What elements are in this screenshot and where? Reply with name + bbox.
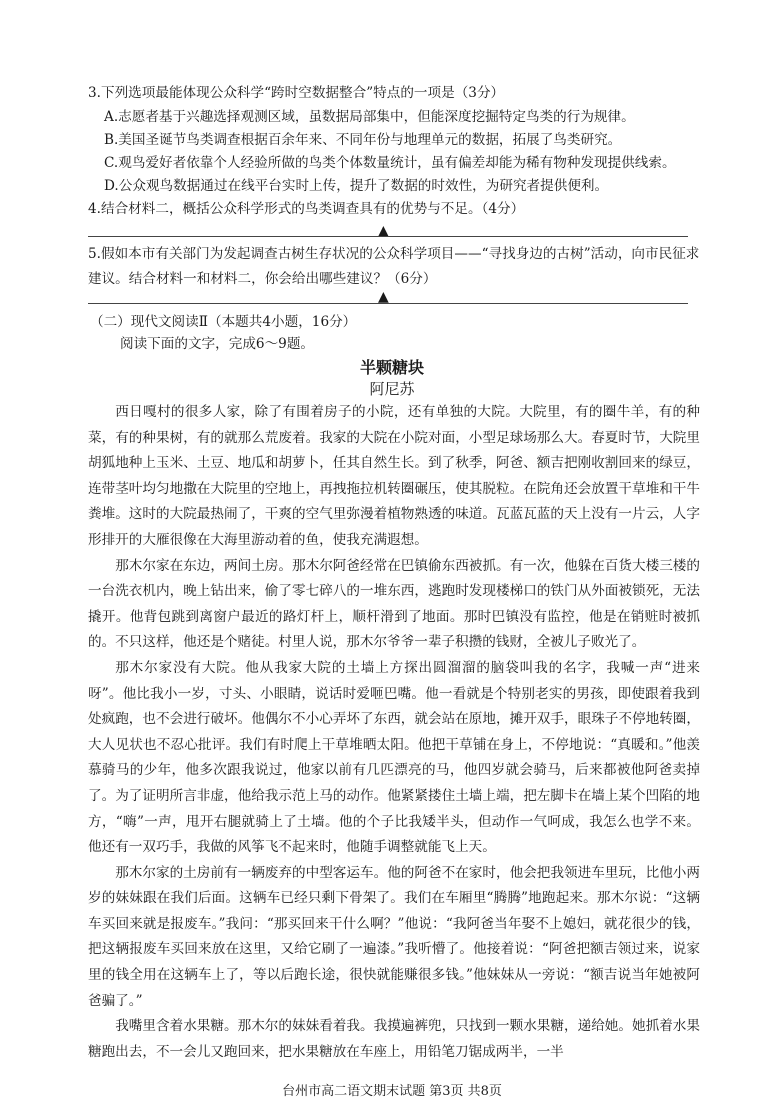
article-paragraph: 我嘴里含着水果糖。那木尔的妹妹看着我。我摸遍裤兜，只找到一颗水果糖，递给她。她抓着水果糖跑出去，不一会儿又跑回来，把水果糖放在车座上，用铅笔刀锯成两半，一半 [88,1018,700,1060]
article-title: 半颗糖块 [359,358,424,377]
question-4-stem: 4.结合材料二，概括公众科学形式的鸟类调查具有的优势与不足。（4分） [88,201,525,217]
question-3-option-c: C.观鸟爱好者依靠个人经验所做的鸟类个体数量统计，虽有偏差却能为稀有物种发现提供线索。 [104,155,676,171]
answer-mark-icon: ▲ [378,223,389,239]
question-3-option-a: A.志愿者基于兴趣选择观测区域，虽数据局部集中，但能深度挖掘特定鸟类的行为规律。 [104,109,635,125]
question-3-stem: 3.下列选项最能体现公众科学“跨时空数据整合”特点的一项是（3分） [88,85,505,101]
question-3-option-d: D.公众观鸟数据通过在线平台实时上传，提升了数据的时效性，为研究者提供便利。 [104,178,609,194]
answer-line-q4 [88,236,688,237]
answer-line-q5 [88,303,688,304]
section-heading: （二）现代文阅读Ⅱ（本题共4小题，16分） [90,314,357,330]
question-3-option-b: B.美国圣诞节鸟类调查根据百余年来、不同年份与地理单元的数据，拓展了鸟类研究。 [104,132,622,148]
question-5-stem: 5.假如本市有关部门为发起调查古树生存状况的公众科学项目——“寻找身边的古树”活动，向市民征求建议。结合材料一和材料二，你会给出哪些建议？（6分） [88,246,700,287]
article-paragraph: 那木尔家在东边，两间土房。那木尔阿爸经常在巴镇偷东西被抓。有一次，他躲在百货大楼三楼的一台洗衣机内，晚上钻出来，偷了零七碎八的一堆东西，逃跑时发现楼梯口的铁门从外面被锁死，无法撬开。他背包跳到离窗户最近的路灯杆上，顺杆滑到了地面。那时巴镇没有监控，他是在销赃时被抓的。不只这样，他还是个赌徒。村里人说，那木尔爷爷一辈子积攒的钱财，全被儿子败光了。 [88,557,700,651]
article-paragraph: 那木尔家没有大院。他从我家大院的土墙上方探出圆溜溜的脑袋叫我的名字，我喊一声“进来呀”。他比我小一岁，寸头、小眼睛，说话时爱咂巴嘴。他一看就是个特别老实的男孩，即使跟着我到处疯跑，也不会进行破坏。他偶尔不小心弄坏了东西，就会站在原地，摊开双手，眼珠子不停地转圈，大人见状也不忍心批评。我们有时爬上干草堆晒太阳。他把干草铺在身上，不停地说：“真暖和。”他羡慕骑马的少年，他多次跟我说过，他家以前有几匹漂亮的马，他四岁就会骑马，后来都被他阿爸卖掉了。为了证明所言非虚，他给我示范上马的动作。他紧紧搂住土墙上端，把左脚卡在墙上某个凹陷的地方，“嗨”一声，甩开右腿就骑上了土墙。他的个子比我矮半头，但动作一气呵成，我怎么也学不来。他还有一双巧手，我做的风筝飞不起来时，他随手调整就能飞上天。 [88,659,700,856]
article-paragraph: 那木尔家的土房前有一辆废弃的中型客运车。他的阿爸不在家时，他会把我领进车里玩，比他小两岁的妹妹跟在我们后面。这辆车已经只剩下骨架了。我们在车厢里“腾腾”地跑起来。那木尔说：“这辆车买回来就是报废车。”我问：“那买回来干什么啊？”他说：“我阿爸当年娶不上媳妇，就花很少的钱，把这辆报废车买回来放在这里，又给它刷了一遍漆。”我听懵了。他接着说：“阿爸把额吉领过来，说家里的钱全用在这辆车上了，等以后跑长途，很快就能赚很多钱。”他妹妹从一旁说：“额吉说当年她被阿爸骗了。” [88,864,700,1009]
section-instruction: 阅读下面的文字，完成6～9题。 [120,336,315,352]
article-body [88,400,700,1065]
page-footer: 台州市高二语文期末试题 第3页 共8页 [282,1084,502,1099]
article-paragraph: 西日嘎村的很多人家，除了有围着房子的小院，还有单独的大院。大院里，有的圈牛羊，有的种菜，有的种果树，有的就那么荒废着。我家的大院在小院对面，小型足球场那么大。春夏时节，大院里胡狐地种上玉米、土豆、地瓜和胡萝卜，任其自然生长。到了秋季，阿爸、额吉把刚收割回来的绿豆，连带茎叶均匀地撒在大院里的空地上，再拽拖拉机转圈碾压，使其脱粒。在院角还会放置干草堆和干牛粪堆。这时的大院最热闹了，干爽的空气里弥漫着植物熟透的味道。瓦蓝瓦蓝的天上没有一片云，人字形排开的大雁很像在大海里游动着的鱼，使我充满遐想。 [88,404,700,548]
answer-mark-icon: ▲ [378,289,389,305]
article-author: 阿尼苏 [369,380,415,398]
